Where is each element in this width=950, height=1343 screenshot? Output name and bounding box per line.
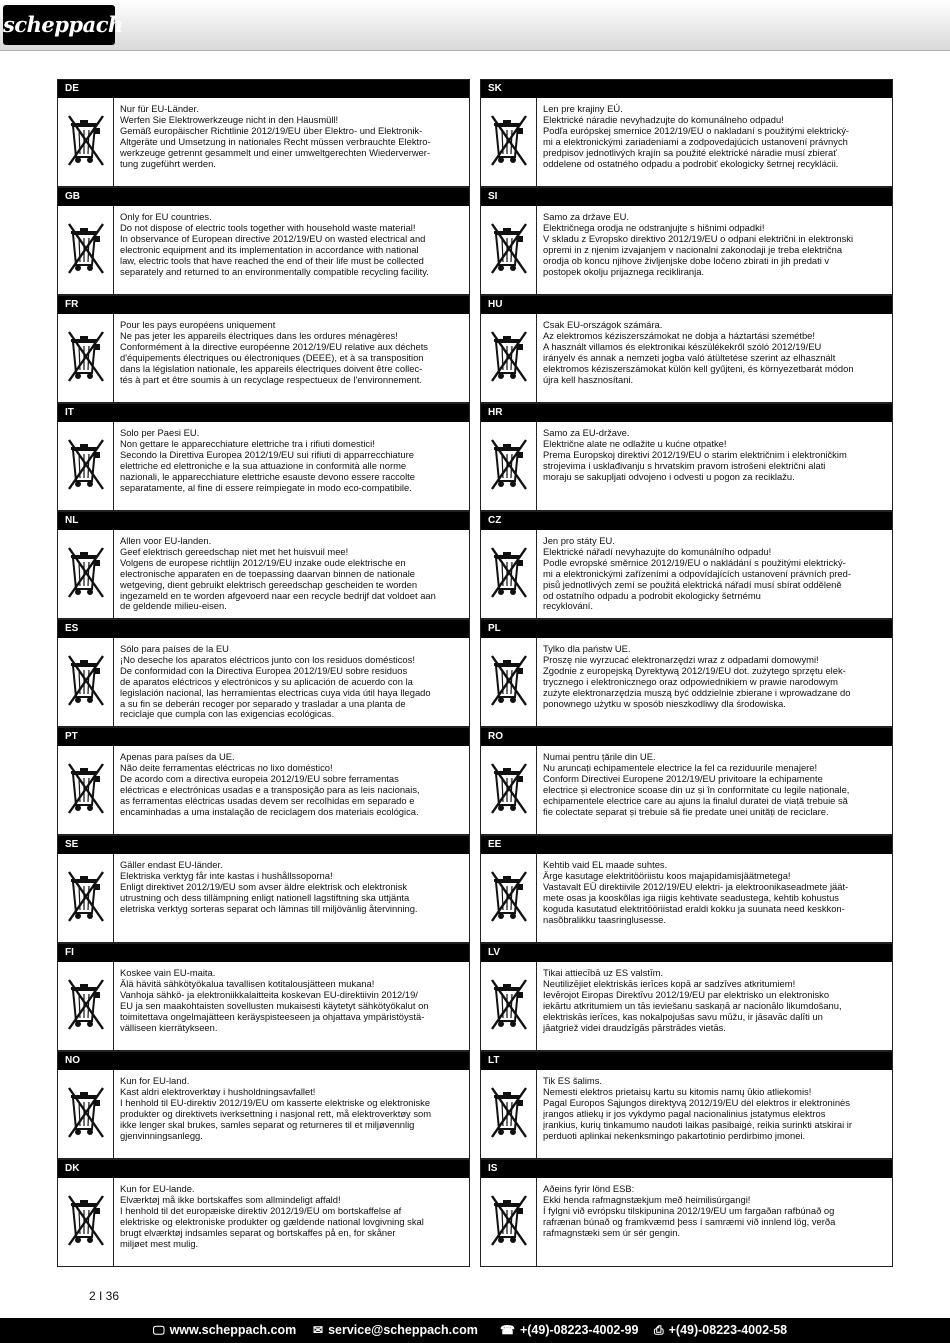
disposal-text: Samo za EU-države. Električne alate ne odlažite u kućne otpatke! Prema Europskoj direktivi 2012/19/EU o starim električnim i elektroničkim strojevima i usklađivanju s hrvatskim pravom istrošeni električni alati moraju se sakupljati odvojeno i odvesti u pogon za reciklažu. <box>543 427 847 482</box>
language-block-hr <box>480 403 893 511</box>
disposal-text: Only for EU countries. Do not dispose of electric tools together with household waste material! In observance of European directive 2012/19/EU on wasted electrical and electronic equipment and its implementation in accordance with national law, electric tools that have reached the end of their life must be collected separately and returned to an environmentally compatible recycling facility. <box>120 211 429 277</box>
crossed-out-bin-icon <box>58 1070 114 1158</box>
language-code: NL <box>58 512 469 530</box>
crossed-out-bin-icon <box>481 1178 537 1266</box>
language-block-is <box>480 1159 893 1267</box>
disposal-text: Nur für EU-Länder. Werfen Sie Elektrowerkzeuge nicht in den Hausmüll! Gemäß europäischer Richtlinie 2012/19/EU über Elektro- und Elektronik- Altgeräte und Umsetzung in nationales Recht müssen verbrauchte Elektro- werkzeuge getrennt gesammelt und einer umweltgerechten Wiederverwer- tung zugeführt werden. <box>120 103 431 169</box>
disposal-text: Tik ES šalims. Nemesti elektros prietaisų kartu su kitomis namų ūkio atliekomis! Pagal Europos Sąjungos direktyvą 2012/19/EU dėl elektros ir elektroninės įrangos atliekų ir jos vykdymo pagal nacionalinius įstatymus elektros įrankius, kurių tinkamumo naudoti laikas pasibaigė, reikia surinkti atskirai ir perduoti aplinkai nekenksmingo pakartotinio perdirbimo įmonei. <box>543 1075 852 1141</box>
crossed-out-bin-icon <box>58 1178 114 1266</box>
language-block-pl <box>480 619 893 727</box>
footer-email[interactable] <box>313 1318 478 1343</box>
disposal-text: Apenas para países da UE. Não deite ferramentas eléctricas no lixo doméstico! De acordo com a directiva europeia 2012/19/EU sobre ferramentas eléctricas e electrónicas usadas e a transposição para as leis nacionais, as ferramentas eléctricas usadas devem ser recolhidas em separado e encaminhadas a uma instalação de reciclagem dos materiais ecológica. <box>120 751 420 817</box>
crossed-out-bin-icon <box>481 746 537 834</box>
language-code: PT <box>58 728 469 746</box>
fax-number: +(49)-08223-4002-58 <box>668 1323 788 1337</box>
language-code: FR <box>58 296 469 314</box>
language-code: RO <box>481 728 892 746</box>
crossed-out-bin-icon <box>481 422 537 510</box>
page-number: 2 I 36 <box>89 1289 120 1303</box>
crossed-out-bin-icon <box>481 206 537 294</box>
header-bar <box>0 0 950 51</box>
crossed-out-bin-icon <box>58 854 114 942</box>
language-block-fi <box>57 943 470 1051</box>
language-block-se <box>57 835 470 943</box>
disposal-text: Len pre krajiny EÚ. Elektrické náradie nevyhadzujte do komunálneho odpadu! Podľa európskej smernice 2012/19/EU o nakladaní s použitými elektrický- mi a elektronickými zariadeniami a zodpovedajúcich ustanovení právnych predpisov jednotlivých krajín sa použité elektrické náradie musí zbierať oddelene od ostatného odpadu a podrobiť ekologicky šetrnej recyklácii. <box>543 103 850 169</box>
language-block-si <box>480 187 893 295</box>
website-link[interactable]: www.scheppach.com <box>169 1323 297 1337</box>
language-block-lv <box>480 943 893 1051</box>
crossed-out-bin-icon <box>481 638 537 726</box>
footer-website[interactable] <box>153 1318 296 1343</box>
crossed-out-bin-icon <box>481 314 537 402</box>
disposal-text: Pour les pays européens uniquement Ne pas jeter les appareils électriques dans les ordures ménagères! Conformément à la directive européenne 2012/19/EU relative aux déchets d'équipements électriques ou électroniques (DEEE), et à sa transposition dans la législation nationale, les appareils électriques doivent être collec- tés à part et être soumis à un recyclage respectueux de l'environnement. <box>120 319 428 385</box>
language-block-ee <box>480 835 893 943</box>
scheppach-logo <box>3 5 123 45</box>
logo-text: scheppach <box>3 12 123 37</box>
language-code: LT <box>481 1052 892 1070</box>
language-block-fr <box>57 295 470 403</box>
language-block-es <box>57 619 470 727</box>
language-block-de <box>57 79 470 187</box>
telephone-icon: ☎ <box>500 1323 515 1337</box>
disposal-text: Jen pro státy EU. Elektrické nářadí nevyhazujte do komunálního odpadu! Podle evropské směrnice 2012/19/EU o nakládání s použitými elektrický- mi a elektronickými zařízeními a odpovídajících ustanovení právních pred- pisů jednotlivých zemí se použitá elektrická nářadí musí sbírat odděleně od ostatního odpadu a podrobit ekologicky šetrnému recyklování. <box>543 535 851 612</box>
language-code: ES <box>58 620 469 638</box>
disposal-text: Gäller endast EU-länder. Elektriska verktyg får inte kastas i hushållssoporna! Enligt direktivet 2012/19/EU som avser äldre elektrisk och elektronisk utrustning och dess tillämpning enligt nationell lagstiftning ska uttjänta eletriska verktyg sorteras separat och lämnas till miljövänlig återvinning. <box>120 859 418 914</box>
language-block-nl <box>57 511 470 619</box>
language-code: SE <box>58 836 469 854</box>
disposal-text: Sólo para países de la EU ¡No deseche los aparatos eléctricos junto con los residuos domésticos! De conformidad con la Directiva Europea 2012/19/EU sobre residuos de aparatos eléctricos y electrónicos y su aplicación de acuerdo con la legislación nacional, las herramientas electricas cuya vida útil haya llegado a su fin se deberán recoger por separado y trasladar a una planta de reciclaje que cumpla con las exigencias ecológicas. <box>120 643 431 720</box>
language-code: NO <box>58 1052 469 1070</box>
language-block-ro <box>480 727 893 835</box>
footer-bar <box>0 1318 950 1343</box>
language-block-hu <box>480 295 893 403</box>
disposal-text: Csak EU-országok számára. Az elektromos kéziszerszámokat ne dobja a háztartási szemétbe! A használt villamos és elektronikai készülékekről szóló 2012/19/EU irányelv és annak a nemzeti jogba való átültetése szerint az elhasznált elektromos kéziszerszámokat külön kell gyűjteni, és környezetbarát módon újra kell hasznosítani. <box>543 319 854 385</box>
crossed-out-bin-icon <box>58 422 114 510</box>
crossed-out-bin-icon <box>58 638 114 726</box>
language-code: SI <box>481 188 892 206</box>
disposal-text: Koskee vain EU-maita. Älä hävitä sähkötyökalua tavallisen kotitalousjätteen mukana! Vanhoja sähkö- ja elektroniikkalaitteita koskevan EU-direktiivin 2012/19/ EU ja sen maakohtaisten sovellusten mukaisesti käytetyt sähkötyökalut on toimitettava ongelmajätteen keräyspisteeseen ja ohjattava ympäristöystä- välliseen kierrätykseen. <box>120 967 429 1033</box>
crossed-out-bin-icon <box>58 98 114 186</box>
footer-fax <box>654 1318 787 1343</box>
left-column <box>57 79 470 1267</box>
language-code: PL <box>481 620 892 638</box>
crossed-out-bin-icon <box>481 98 537 186</box>
disposal-text: Samo za države EU. Električnega orodja ne odstranjujte s hišnimi odpadki! V skladu z Evropsko direktivo 2012/19/EU o odpani električni in elektronski opremi in z njenim izvajanjem v nacionalni zakonodaji je treba električna orodja ob koncu njihove življenjske dobe ločeno zbirati in jih predati v postopek okolju prijaznega recikliranja. <box>543 211 854 277</box>
crossed-out-bin-icon <box>481 962 537 1050</box>
language-code: IS <box>481 1160 892 1178</box>
crossed-out-bin-icon <box>481 1070 537 1158</box>
disposal-text: Tylko dla państw UE. Proszę nie wyrzucać elektronarzędzi wraz z odpadami domowymi! Zgodnie z europejską Dyrektywą 2012/19/EU dot. zużytego sprzętu elek- trycznego i elektronicznego oraz odpowiednikiem w prawie narodowym zużyte elektronarzędzia muszą być oddzielnie zbierane i wprowadzane do ponownego użytku w sposób nieszkodliwy dla środowiska. <box>543 643 851 709</box>
crossed-out-bin-icon <box>58 962 114 1050</box>
disposal-text: Kun for EU-lande. Elværktøj må ikke bortskaffes som allmindeligt affald! I henhold til det europæiske direktiv 2012/19/EU om bortskaffelse af elektriske og elektroniske produkter og gældende national lovgivning skal brugt elværktøj indsamles separat og bortskaffes på en, for skåner miljøet mest mulig. <box>120 1183 424 1249</box>
phone-number: +(49)-08223-4002-99 <box>519 1323 639 1337</box>
crossed-out-bin-icon <box>58 314 114 402</box>
disposal-text: Numai pentru țările din UE. Nu aruncați echipamentele electrice la fel ca reziduurile menajere! Conform Directivei Europene 2012/19/EU privitoare la echipamente electrice și electronice scoase din uz și în conformitate cu legile naționale, echipamentele electrice care au ajuns la finalul duratei de viață trebuie să fie colectate separat și trebuie să fie predate unei unități de reciclare. <box>543 751 850 817</box>
disposal-text: Tikai attiecībā uz ES valstīm. Neutilizējiet elektriskās ierīces kopā ar sadzīves atkritumiem! Ievērojot Eiropas Direktīvu 2012/19/EU par elektrisko un elektronisko iekārtu atkritumiem un tās ieviešanu saskaņā ar nacionālo likumdošanu, elektriskās ierīces, kas nokalpojušas savu mūžu, ir jāsavāc dalīti un jāatgriež videi draudzīgās pārstrādes vietās. <box>543 967 842 1033</box>
language-code: SK <box>481 80 892 98</box>
language-code: EE <box>481 836 892 854</box>
disposal-text: Kun for EU-land. Kast aldri elektroverktøy i husholdningsavfallet! I henhold til EU-direktiv 2012/19/EU om kasserte elektriske og elektroniske produkter og direktivets iverksettning i nasjonal rett, må elektroverktøy som ikke lenger skal brukes, samles separat og returneres til et miljøvennlig gjenvinningsanlegg. <box>120 1075 432 1141</box>
language-block-sk <box>480 79 893 187</box>
language-code: DE <box>58 80 469 98</box>
language-block-gb <box>57 187 470 295</box>
language-code: LV <box>481 944 892 962</box>
disposal-text: Aðeins fyrir lönd ESB: Ekki henda rafmagnstækjum með heimilisúrgangi! Í fylgni við evrópsku tilskipunina 2012/19/EU um fargaðan rafbúnað og rafrænan búnað og framkvæmd þess í samræmi við innlend lög, verða rafmagnstæki sem úr sér gengin. <box>543 1183 836 1238</box>
crossed-out-bin-icon <box>58 746 114 834</box>
right-column <box>480 79 893 1267</box>
disposal-text: Solo per Paesi EU. Non gettare le apparecchiature elettriche tra i rifiuti domestici! Secondo la Direttiva Europea 2012/19/EU sui rifiuti di apparrecchiature elettriche ed elettroniche e la sua attuazione in conformità alle norme nazionali, le apparecchiature elettriche esauste devono essere raccolte separatamente, al fine di essere reimpiegate in modo eco-compatibile. <box>120 427 415 493</box>
mail-icon: ✉ <box>313 1323 324 1337</box>
footer-phone <box>500 1318 638 1343</box>
fax-icon: ⎙ <box>654 1323 664 1337</box>
language-code: DK <box>58 1160 469 1178</box>
crossed-out-bin-icon <box>58 206 114 294</box>
disposal-text: Allen voor EU-landen. Geef elektrisch gereedschap niet met het huisvuil mee! Volgens de europese richtlijn 2012/19/EU inzake oude elektrische en electronische apparaten en de toepassing daarvan binnen de nationale wetgeving, dient gebruikt elektrisch gereedschap gescheiden te worden ingezameld en te worden afgevoerd naar een recycle bedrijf dat voldoet aan de geldende milieu-eisen. <box>120 535 436 612</box>
language-block-it <box>57 403 470 511</box>
language-block-cz <box>480 511 893 619</box>
language-code: HR <box>481 404 892 422</box>
crossed-out-bin-icon <box>58 530 114 618</box>
language-code: IT <box>58 404 469 422</box>
email-link[interactable]: service@scheppach.com <box>328 1323 478 1337</box>
crossed-out-bin-icon <box>481 530 537 618</box>
computer-icon: 🖵 <box>153 1323 165 1337</box>
language-block-lt <box>480 1051 893 1159</box>
disposal-text: Kehtib vaid EL maade suhtes. Ärge kasutage elektritööriistu koos majapidamisjäätmetega! Vastavalt EÜ direktiivile 2012/19/EU elektri- ja elektroonikaseadmete jäät- mete osas ja kooskõlas iga riigis kehtivate seadustega, kehtib kohustus koguda kasutatud elektritööriistad eraldi kokku ja suunata need keskkon- nasõbralikku taasringlusesse. <box>543 859 849 925</box>
language-code: CZ <box>481 512 892 530</box>
crossed-out-bin-icon <box>481 854 537 942</box>
language-block-dk <box>57 1159 470 1267</box>
language-block-no <box>57 1051 470 1159</box>
language-code: FI <box>58 944 469 962</box>
language-code: GB <box>58 188 469 206</box>
language-block-pt <box>57 727 470 835</box>
language-code: HU <box>481 296 892 314</box>
